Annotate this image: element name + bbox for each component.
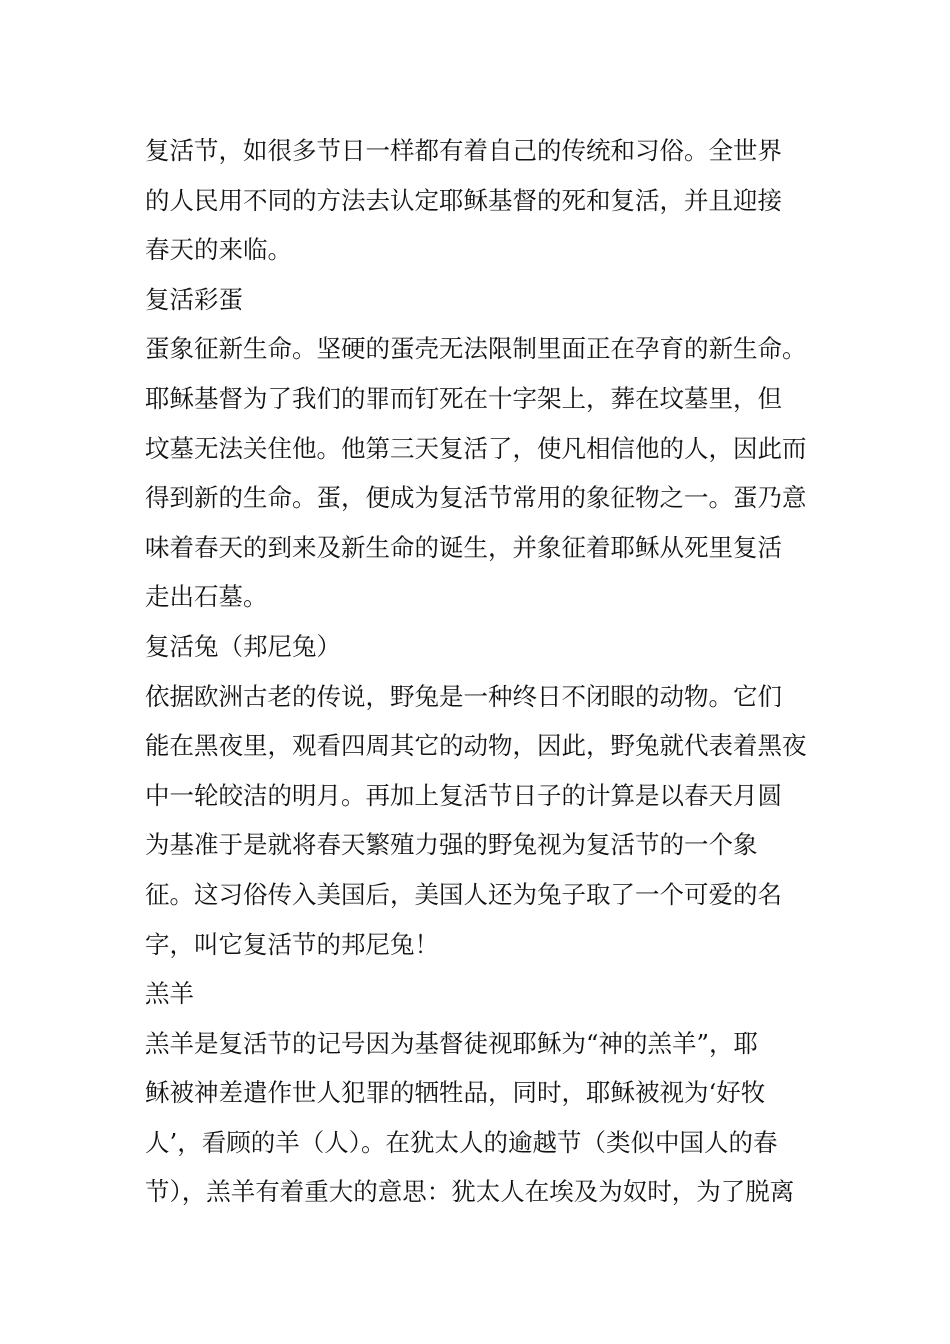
- paragraph-line: 字，叫它复活节的邦尼兔！: [145, 929, 439, 959]
- paragraph-line: 能在黑夜里，观看四周其它的动物，因此，野兔就代表着黑夜: [145, 731, 807, 761]
- section-heading-easter-bunny: 复活兔（邦尼兔）: [145, 631, 341, 661]
- document-body: [145, 126, 835, 1217]
- paragraph-line: 坟墓无法关住他。他第三天复活了，使凡相信他的人，因此而: [145, 433, 807, 463]
- section-heading-lamb: 羔羊: [145, 979, 194, 1009]
- paragraph-line: 蛋象征新生命。坚硬的蛋壳无法限制里面正在孕育的新生命。: [145, 334, 807, 364]
- section-heading-easter-eggs: 复活彩蛋: [145, 284, 243, 314]
- paragraph-line: 中一轮皎洁的明月。再加上复活节日子的计算是以春天月圆: [145, 780, 782, 810]
- paragraph-line: 人’，看顾的羊（人）。在犹太人的逾越节（类似中国人的春: [145, 1127, 778, 1157]
- paragraph-line: 耶稣基督为了我们的罪而钉死在十字架上，葬在坟墓里，但: [145, 383, 782, 413]
- paragraph-line: 为基准于是就将春天繁殖力强的野兔视为复活节的一个象: [145, 830, 758, 860]
- paragraph-line: 节），羔羊有着重大的意思：犹太人在埃及为奴时，为了脱离: [145, 1177, 795, 1207]
- paragraph-line: 征。这习俗传入美国后，美国人还为兔子取了一个可爱的名: [145, 879, 782, 909]
- paragraph-line: 稣被神差遣作世人犯罪的牺牲品，同时，耶稣被视为‘好牧: [145, 1078, 766, 1108]
- paragraph-line: 味着春天的到来及新生命的诞生，并象征着耶稣从死里复活: [145, 532, 782, 562]
- paragraph-line: 走出石墓。: [145, 582, 268, 612]
- paragraph-line: 的人民用不同的方法去认定耶稣基督的死和复活，并且迎接: [145, 185, 782, 215]
- paragraph-line: 复活节，如很多节日一样都有着自己的传统和习俗。全世界: [145, 136, 782, 165]
- paragraph-line: 得到新的生命。蛋，便成为复活节常用的象征物之一。蛋乃意: [145, 483, 807, 513]
- paragraph-line: 羔羊是复活节的记号因为基督徒视耶稣为“神的羔羊”，耶: [145, 1028, 759, 1058]
- paragraph-line: 依据欧洲古老的传说，野兔是一种终日不闭眼的动物。它们: [145, 681, 782, 711]
- paragraph-line: 春天的来临。: [145, 235, 292, 265]
